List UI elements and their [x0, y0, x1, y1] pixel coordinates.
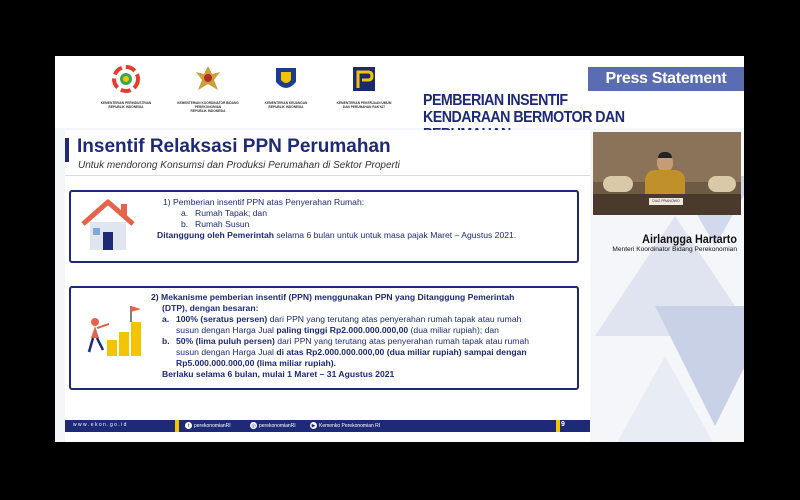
slide-footer [65, 420, 590, 432]
youtube-icon: ▶ [311, 422, 316, 429]
list-item [151, 336, 571, 369]
card1-footer [151, 230, 571, 241]
flowers [708, 176, 736, 192]
speaker-video [593, 132, 741, 215]
broadcast-frame [55, 56, 744, 442]
logo-caption: KEMENTERIAN KOORDINATOR BIDANG PEREKONOMIAN REPUBLIK INDONESIA [177, 101, 239, 113]
item-a-price: paling tinggi Rp2.000.000.000,00 [276, 325, 409, 335]
card1-footer-bold: Ditanggung oleh Pemerintah [157, 230, 274, 240]
presentation-slide [65, 130, 590, 442]
mechanism-card [69, 286, 579, 390]
item-label: b. [162, 336, 170, 346]
pupr-logo [331, 64, 397, 109]
kemenperin-logo [93, 64, 159, 109]
item-a-text1: dari PPN yang terutang atas penyerahan rumah tapak atau rumah [267, 314, 522, 324]
item-label: a. [181, 208, 189, 218]
card2-closing: Berlaku selama 6 bulan, mulai 1 Maret – 31 Agustus 2021 [162, 369, 395, 379]
slide-title: Insentif Relaksasi PPN Perumahan [77, 136, 391, 157]
speaker-figure [645, 154, 685, 198]
item-b-price: di atas Rp2.000.000.000,00 (dua miliar rupiah) sampai dengan [276, 347, 527, 357]
growth-coins-icon [85, 302, 147, 358]
website-link[interactable] [73, 422, 126, 428]
item-a-text3: (dua miliar rupiah); dan [408, 325, 499, 335]
footer-accent [175, 420, 179, 432]
page-number: 9 [561, 421, 565, 428]
item-text: Rumah Susun [195, 219, 250, 229]
twitter-handle: perekonomianRI [194, 422, 231, 429]
logo-caption: KEMENTERIAN PEKERJAAN UMUM DAN PERUMAHAN RAKYAT [336, 101, 392, 109]
card2-heading-line1: 2) Mekanisme pemberian insentif (PPN) menggunakan PPN yang Ditanggung Pemerintah [151, 292, 515, 302]
website-text: w w w . e k o n . g o . i d [73, 422, 127, 428]
instagram-link[interactable] [250, 422, 296, 429]
housing-type-card [69, 190, 579, 263]
item-b-text [176, 336, 529, 369]
header-title-line2: KENDARAAN BERMOTOR DAN [423, 109, 625, 126]
list-item [151, 219, 571, 230]
kemenko-logo [175, 64, 241, 113]
item-a-text [176, 314, 521, 336]
bg-triangle [615, 356, 715, 442]
twitter-link[interactable] [185, 422, 231, 429]
nameplate: DIAZ PRANOWO [649, 198, 683, 205]
header [55, 56, 744, 128]
card2-heading-line2: (DTP), dengan besaran: [162, 303, 259, 313]
item-b-bold: 50% (lima puluh persen) [176, 336, 275, 346]
instagram-icon: ◎ [251, 422, 256, 429]
instagram-handle: perekonomianRI [259, 422, 296, 429]
header-title-line1: PEMBERIAN INSENTIF [423, 92, 568, 109]
footer-accent [556, 420, 560, 432]
list-item [151, 208, 571, 219]
list-item [151, 314, 571, 336]
item-text: Rumah Tapak; dan [195, 208, 267, 218]
logo-caption: KEMENTERIAN PERINDUSTRIAN REPUBLIK INDONESIA [100, 101, 152, 109]
item-b-line3: Rp5.000.000.000,00 (lima miliar rupiah). [176, 358, 337, 368]
slide-subtitle: Untuk mendorong Konsumsi dan Produksi Perumahan di Sektor Properti [78, 160, 400, 171]
logo-caption: KEMENTERIAN KEUANGAN REPUBLIK INDONESIA [264, 101, 308, 109]
speaker-role: Menteri Koordinator Bidang Perekonomian [612, 246, 737, 253]
title-accent-bar [65, 138, 69, 162]
house-icon [79, 198, 137, 252]
flowers [603, 176, 633, 192]
item-label: b. [181, 219, 189, 229]
kemenkeu-logo [253, 64, 319, 109]
item-b-text2: susun dengan Harga Jual [176, 347, 277, 357]
press-statement-badge: Press Statement [588, 67, 744, 91]
speaker-name: Airlangga Hartarto [642, 232, 737, 246]
youtube-channel: Kemenko Perekonomian RI [319, 422, 381, 429]
item-a-text2: susun dengan Harga Jual [176, 325, 277, 335]
card2-text [151, 292, 571, 380]
youtube-link[interactable] [310, 422, 380, 429]
card2-heading [151, 292, 571, 314]
item-b-text1: dari PPN yang terutang atas penyerahan rumah tapak atau rumah [274, 336, 530, 346]
divider [65, 175, 590, 176]
twitter-icon: t [185, 422, 192, 429]
card1-footer-rest: selama 6 bulan untuk untuk masa pajak Maret – Agustus 2021. [273, 230, 517, 240]
item-label: a. [162, 314, 170, 324]
card1-heading: 1) Pemberian insentif PPN atas Penyerahan Rumah: [163, 197, 365, 207]
item-a-bold: 100% (seratus persen) [176, 314, 268, 324]
card1-text [151, 197, 571, 241]
